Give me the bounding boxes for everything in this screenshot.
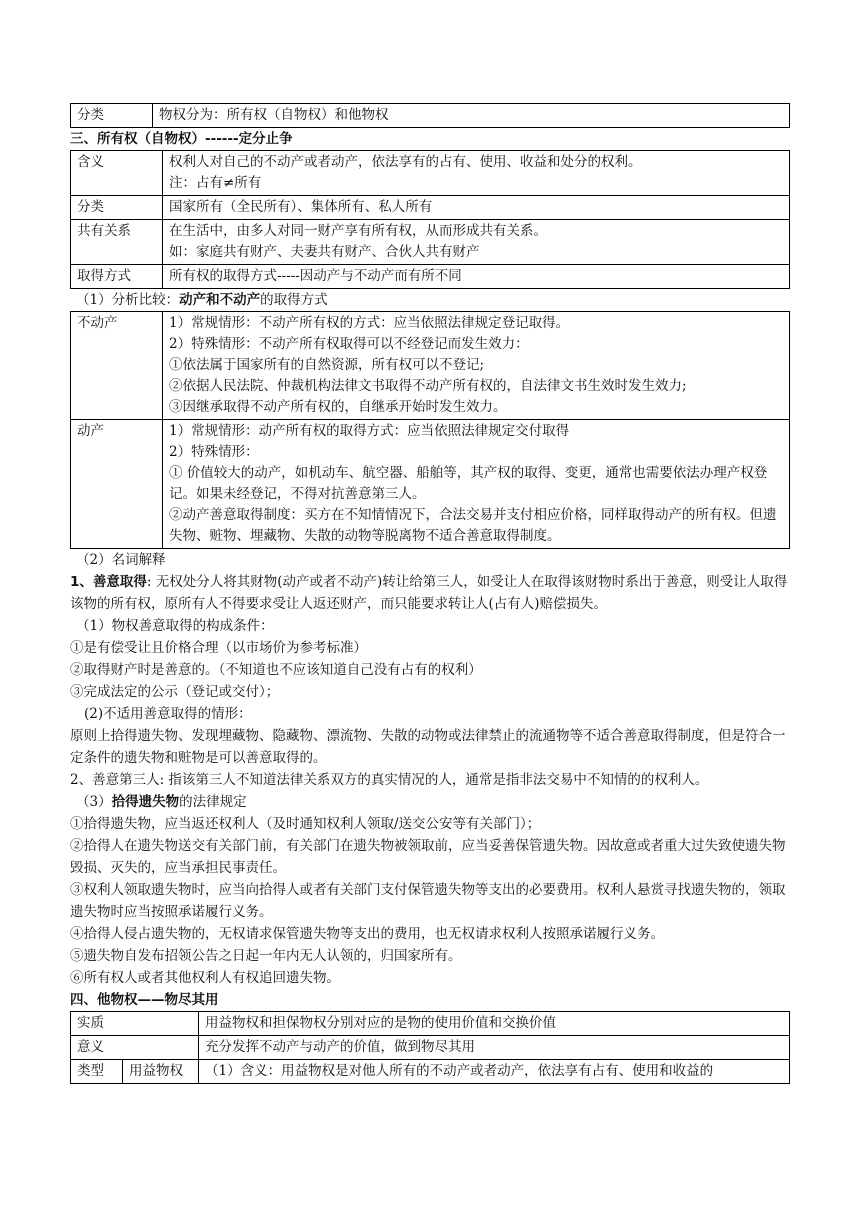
section-title-other-rights: 四、他物权——物尽其用	[70, 992, 219, 1008]
row-label: 动产	[71, 420, 163, 549]
body-line: （3）拾得遗失物的法律规定	[76, 794, 247, 810]
table-row	[71, 220, 790, 265]
row-label: 共有关系	[71, 220, 163, 265]
other-rights-table	[70, 1011, 790, 1084]
document-page	[70, 103, 790, 1084]
cell-line: 如：家庭共有财产、夫妻共有财产、合伙人共有财产	[169, 244, 480, 260]
acquisition-table	[70, 311, 790, 549]
body-line: （2）名词解释	[76, 552, 166, 568]
row-label: 实质	[71, 1012, 199, 1036]
row-label: 含义	[71, 151, 163, 196]
table-row	[71, 104, 790, 128]
body-line: (2)不适用善意取得的情形：	[84, 706, 252, 722]
body-line: ④拾得人侵占遗失物的，无权请求保管遗失物等支出的费用，也无权请求权利人按照承诺履行义务。	[70, 926, 664, 942]
body-line: ⑥所有权人或者其他权利人有权追回遗失物。	[70, 970, 340, 986]
body-line: （1）物权善意取得的构成条件：	[76, 618, 274, 634]
cell-line: 2）特殊情形：不动产所有权取得可以不经登记而发生效力：	[169, 336, 529, 352]
row-content: 物权分为：所有权（自物权）和他物权	[153, 104, 790, 128]
cell-line: ②动产善意取得制度：买方在不知情情况下，合法交易并支付相应价格，同样取得动产的所有权。但遗失物、赃物、埋藏物、失散的动物等脱离物不适合善意取得制度。	[169, 507, 777, 544]
body-line: ①拾得遗失物，应当返还权利人（及时通知权利人领取/送交公安等有关部门）；	[70, 816, 541, 832]
cell-line: ②依据人民法院、仲裁机构法律文书取得不动产所有权的，自法律文书生效时发生效力;	[169, 378, 687, 394]
cell-line: 1）常规情形：不动产所有权的方式：应当依照法律规定登记取得。	[169, 315, 570, 331]
table-row	[71, 151, 790, 196]
row-label: 分类	[71, 104, 153, 128]
cell-line: 注：占有≠所有	[169, 175, 262, 191]
row-label: 不动产	[71, 312, 163, 420]
table-row	[71, 312, 790, 420]
table-row	[71, 196, 790, 220]
cell-line: 2）特殊情形：	[169, 444, 259, 460]
classification-table	[70, 103, 790, 128]
row-sublabel: 用益物权	[123, 1060, 199, 1084]
table-row	[71, 265, 790, 289]
body-paragraph: ③权利人领取遗失物时，应当向拾得人或者有关部门支付保管遗失物等支出的必要费用。权利人悬赏寻找遗失物的，领取遗失物时应当按照承诺履行义务。	[70, 882, 786, 920]
row-content: 充分发挥不动产与动产的价值，做到物尽其用	[199, 1036, 790, 1060]
body-line: ③完成法定的公示（登记或交付）；	[70, 684, 280, 700]
row-label: 取得方式	[71, 265, 163, 289]
body-line: ⑤遗失物自发布招领公告之日起一年内无人认领的，归国家所有。	[70, 948, 462, 964]
row-content: 国家所有（全民所有）、集体所有、私人所有	[163, 196, 790, 220]
body-paragraph: ②拾得人在遗失物送交有关部门前，有关部门在遗失物被领取前，应当妥善保管遗失物。因故意或者重大过失致使遗失物毁损、灭失的，应当承担民事责任。	[70, 838, 786, 876]
body-line: ②取得财产时是善意的。（不知道也不应该知道自己没有占有的权利）	[70, 662, 482, 678]
cell-line: ③因继承取得不动产所有权的，自继承开始时发生效力。	[169, 399, 507, 415]
cell-line: 权利人对自己的不动产或者动产，依法享有的占有、使用、收益和处分的权利。	[169, 154, 642, 170]
cell-line: ① 价值较大的动产，如机动车、航空器、船舶等，其产权的取得、变更，通常也需要依法办理产权登记。如果未经登记，不得对抗善意第三人。	[169, 465, 768, 502]
table-row	[71, 1036, 790, 1060]
body-line: ①是有偿受让且价格合理（以市场价为参考标准）	[70, 640, 367, 656]
row-label: 意义	[71, 1036, 199, 1060]
section-title-ownership: 三、所有权（自物权）------定分止争	[70, 131, 293, 147]
row-label: 分类	[71, 196, 163, 220]
table-row	[71, 1060, 790, 1084]
cell-line: 在生活中，由多人对同一财产享有所有权，从而形成共有关系。	[169, 223, 547, 239]
row-content: 用益物权和担保物权分别对应的是物的使用价值和交换价值	[199, 1012, 790, 1036]
body-paragraph: 1、善意取得: 无权处分人将其财物(动产或者不动产)转让给第三人，如受让人在取得该财物时系出于善意，则受让人取得该物的所有权，原所有人不得要求受让人返还财产，而只能要求转让人(占有人)赔偿损失。	[70, 574, 788, 612]
table-row	[71, 1012, 790, 1036]
table-row	[71, 420, 790, 549]
row-label: 类型	[71, 1060, 123, 1084]
analysis-title: （1）分析比较：动产和不动产的取得方式	[76, 292, 328, 308]
cell-line: 1）常规情形：动产所有权的取得方式：应当依照法律规定交付取得	[169, 423, 570, 439]
row-content: （1）含义：用益物权是对他人所有的不动产或者动产，依法享有占有、使用和收益的	[199, 1060, 790, 1084]
cell-line: ①依法属于国家所有的自然资源，所有权可以不登记;	[169, 357, 485, 373]
body-paragraph: 原则上拾得遗失物、发现埋藏物、隐藏物、漂流物、失散的动物或法律禁止的流通物等不适合善意取得制度，但是符合一定条件的遗失物和赃物是可以善意取得的。	[70, 728, 786, 766]
ownership-table	[70, 150, 790, 289]
body-line: 2、善意第三人: 指该第三人不知道法律关系双方的真实情况的人，通常是指非法交易中不知情的的权利人。	[70, 772, 709, 788]
row-content: 所有权的取得方式-----因动产与不动产而有所不同	[163, 265, 790, 289]
